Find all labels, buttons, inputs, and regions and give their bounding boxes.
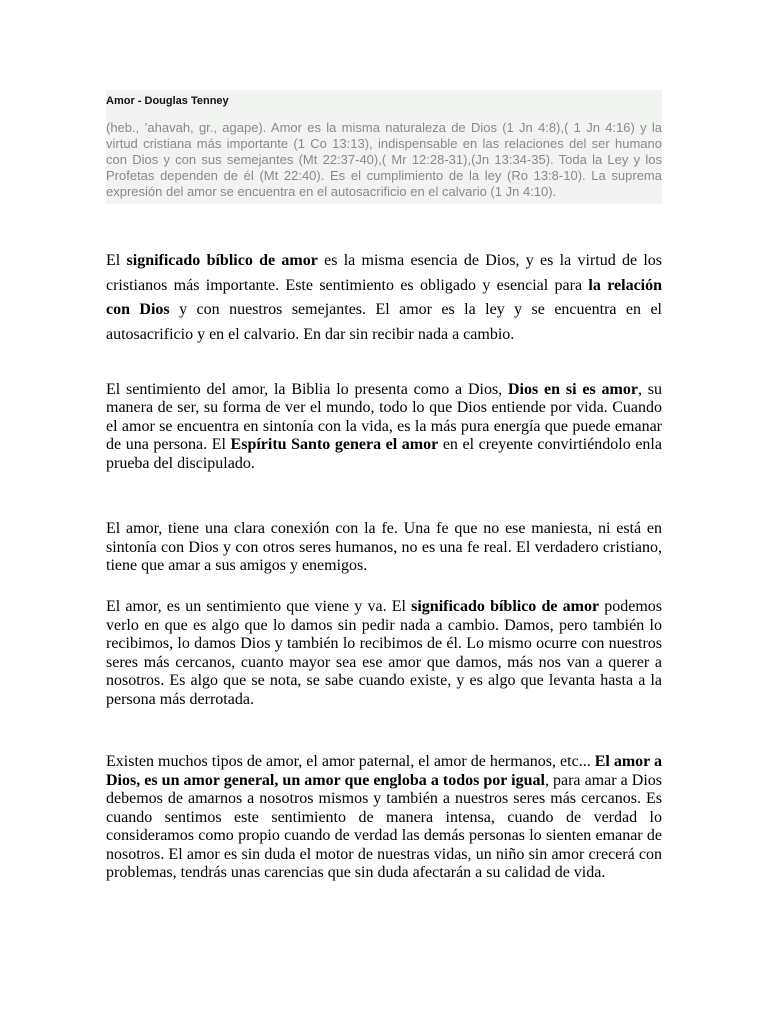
paragraph-text: podemos verlo en que es algo que lo damos sin pedir nada a cambio. Damos, pero también lo recibimos, lo damos Dios y también lo recibimos de él. Lo mismo ocurre con nuestros seres más cercanos, cuanto mayor sea ese amor que damos, más nos van a querer a nosotros. Es algo que se nota, se sabe cuando existe, y es algo que levanta hasta a la persona más derrotada. [106, 598, 662, 708]
bold-phrase: Dios en si es amor [508, 381, 638, 398]
paragraph-text: El sentimiento del amor, la Biblia lo presenta como a Dios, [106, 381, 508, 398]
bold-phrase: El amor a Dios, es un amor general, un amor que engloba a todos por igual [106, 753, 662, 789]
paragraph-text: Existen muchos tipos de amor, el amor paternal, el amor de hermanos, etc... [106, 753, 595, 770]
paragraph-2 [106, 381, 662, 473]
paragraph-5 [106, 753, 662, 883]
paragraph-text: en el creyente convirtiéndolo enla prueba del discipulado. [106, 436, 662, 472]
paragraph-text: El amor, es un sentimiento que viene y va. El [106, 598, 412, 615]
definition-title: Amor - Douglas Tenney [106, 95, 229, 107]
paragraph-text: El amor, tiene una clara conexión con la fe. Una fe que no ese maniesta, ni está en sintonía con Dios y con otros seres humanos, no es una fe real. El verdadero cristiano, tiene que amar a sus amigos y enemigos. [106, 520, 662, 574]
paragraph-text: es la misma esencia de Dios, y es la virtud de los cristianos más importante. Este sentimiento es obligado y esencial para [106, 252, 663, 294]
bold-phrase: la relación con Dios [106, 276, 663, 318]
definition-box [106, 90, 662, 204]
paragraph-3 [106, 520, 662, 576]
paragraph-1 [106, 249, 662, 347]
paragraph-text: y con nuestros semejantes. El amor es la ley y se encuentra en el autosacrificio y en el calvario. En dar sin recibir nada a cambio. [106, 301, 663, 343]
paragraph-text: , para amar a Dios debemos de amarnos a nosotros mismos y también a nuestros seres más cercanos. Es cuando sentimos este sentimiento de manera intensa, cuando de verdad lo consideramos como propio cuando de verdad las demás personas lo sienten emanar de nosotros. El amor es sin duda el motor de nuestras vidas, un niño sin amor crecerá con problemas, tendrás unas carencias que sin duda afectarán a su calidad de vida. [106, 771, 662, 881]
paragraph-4 [106, 598, 662, 709]
bold-phrase: significado bíblico de amor [411, 598, 600, 615]
bold-phrase: Espíritu Santo genera el amor [230, 436, 439, 454]
paragraph-text: , su manera de ser, su forma de ver el mundo, todo lo que Dios entiende por vida. Cuando el amor se encuentra en sintonía con la vida, es la más pura energía que puede emanar de una persona. El [106, 381, 663, 454]
paragraph-text: El [106, 252, 127, 269]
bold-phrase: significado bíblico de amor [126, 252, 318, 269]
definition-text: (heb., ’ahavah, gr., agape). Amor es la misma naturaleza de Dios (1 Jn 4:8),( 1 Jn 4:16) y la virtud cristiana más importante (1 Co 13:13), indispensable en las relaciones del ser humano con Dios y con sus semejantes (Mt 22:37-40),( Mr 12:28-31),(Jn 13:34-35). Toda la Ley y los Profetas dependen de él (Mt 22:40). Es el cumplimiento de la ley (Ro 13:8-10). La suprema expresión del amor se encuentra en el autosacrificio en el calvario (1 Jn 4:10). [106, 120, 662, 199]
